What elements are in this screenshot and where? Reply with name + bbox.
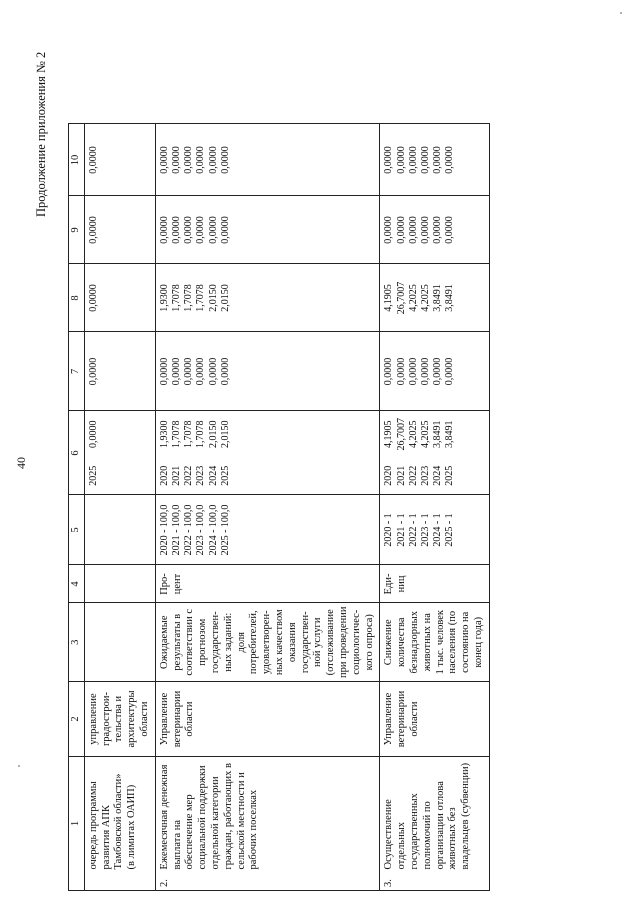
col-header-9: 9 [69, 196, 85, 264]
row3-c7: 0,0000 0,0000 0,0000 0,0000 0,0000 0,0000 [380, 332, 489, 411]
row1-total: 0,0000 [84, 411, 155, 457]
row3-c10: 0,0000 0,0000 0,0000 0,0000 0,0000 0,0000 [380, 124, 489, 196]
col-header-7: 7 [69, 332, 85, 411]
row1-c7: 0,0000 [84, 332, 155, 411]
row2-total: 1,9300 1,7078 1,7078 1,7078 2,0150 2,0150 [155, 411, 380, 457]
row1-c9: 0,0000 [84, 196, 155, 264]
row2-responsible: Управление ветеринарии области [155, 682, 380, 757]
table-row [380, 124, 489, 891]
row3-responsible: Управление ветеринарии области [380, 682, 489, 757]
row3-unit: Еди- ниц [380, 565, 489, 603]
row3-number: 3. [380, 873, 489, 891]
row2-c8: 1,9300 1,7078 1,7078 1,7078 2,0150 2,0150 [155, 264, 380, 332]
program-table [68, 123, 490, 891]
row3-description: Осуществление отдельных государственных полномочий по организации отлова животных без владельцев (субвенции) [380, 757, 489, 873]
col-header-1: 1 [69, 757, 85, 891]
page-number: 40 [14, 457, 28, 469]
row2-description: Ежемесячная денежная выплата на обеспечение мер социальной поддержки отдельной категории граждан, работающих в сельской местности и рабочих поселках [155, 757, 380, 873]
table-row [155, 124, 380, 891]
row3-total: 4,1905 26,7007 4,2025 4,2025 3,8491 3,8491 [380, 411, 489, 457]
col-header-6: 6 [69, 411, 85, 495]
col-header-2: 2 [69, 682, 85, 757]
appendix-subtitle: Продолжение приложения № 2 [34, 51, 48, 217]
row3-c8: 4,1905 26,7007 4,2025 4,2025 3,8491 3,8491 [380, 264, 489, 332]
row2-indicator: Ожидаемые результаты в соответствии с прогнозом государствен- ных заданий: доля потребителей, удовлетворен- ных качеством оказания государствен- ной услуги (отслеживание при проведении социологичес- кого опроса) [155, 603, 380, 682]
row3-targets: 2020 - 1 2021 - 1 2022 - 1 2023 - 1 2024 - 1 2025 - 1 [380, 495, 489, 565]
row1-responsible: управление градострои- тельства и архитектуры области [84, 682, 155, 757]
col-header-10: 10 [69, 124, 85, 196]
row2-years: 2020 2021 2022 2023 2024 2025 [155, 457, 380, 495]
row3-indicator: Снижение количества безнадзорных животных на 1 тыс. человек населения (по состоянию на конец года) [380, 603, 489, 682]
table-row [84, 124, 155, 891]
column-number-row [69, 124, 85, 891]
row1-year: 2025 [84, 457, 155, 495]
row2-targets: 2020 - 100,0 2021 - 100,0 2022 - 100,0 2023 - 100,0 2024 - 100,0 2025 - 100,0 [155, 495, 380, 565]
row1-c10: 0,0000 [84, 124, 155, 196]
row3-c9: 0,0000 0,0000 0,0000 0,0000 0,0000 0,0000 [380, 196, 489, 264]
row2-c10: 0,0000 0,0000 0,0000 0,0000 0,0000 0,0000 [155, 124, 380, 196]
col-header-8: 8 [69, 264, 85, 332]
col-header-4: 4 [69, 565, 85, 603]
row2-unit: Про- цент [155, 565, 380, 603]
row2-c7: 0,0000 0,0000 0,0000 0,0000 0,0000 0,0000 [155, 332, 380, 411]
row3-years: 2020 2021 2022 2023 2024 2025 [380, 457, 489, 495]
row1-description: очередь программы развития АПК Тамбовской области» (в лимитах ОАИП) [84, 757, 155, 873]
row1-c8: 0,0000 [84, 264, 155, 332]
col-header-5: 5 [69, 495, 85, 565]
col-header-3: 3 [69, 603, 85, 682]
row2-number: 2. [155, 873, 380, 891]
row2-c9: 0,0000 0,0000 0,0000 0,0000 0,0000 0,0000 [155, 196, 380, 264]
